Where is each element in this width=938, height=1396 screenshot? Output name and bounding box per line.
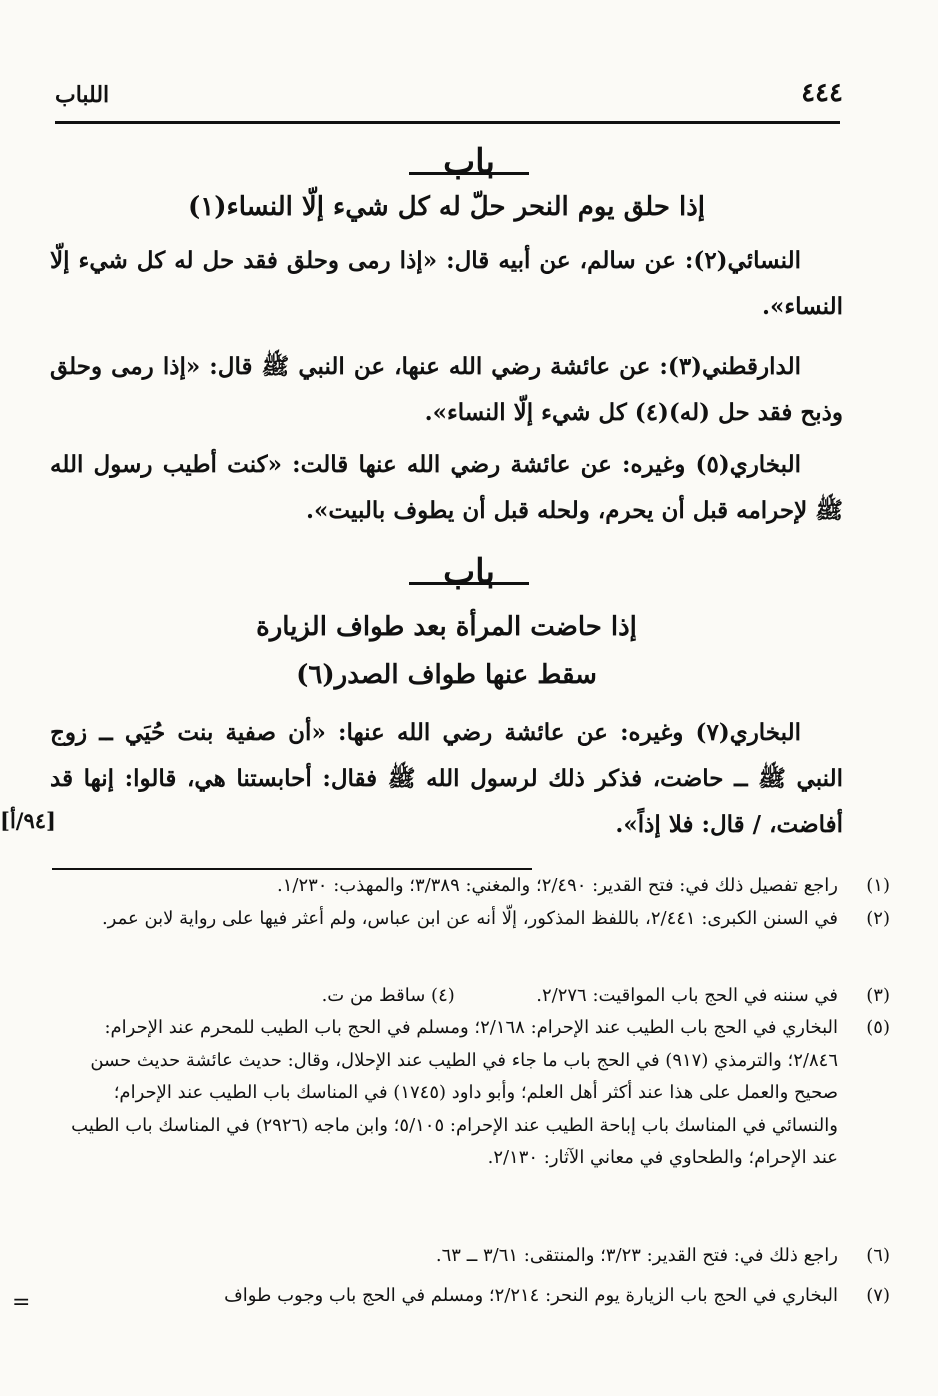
bab-word: باب [443,142,495,182]
page-header [55,78,843,118]
bab-word: باب [443,552,495,592]
footnote-2 [50,903,890,936]
manuscript-folio-note: [٩٤/أ] [0,808,56,833]
running-title: اللباب [55,82,110,108]
section-bab-2 [0,552,938,592]
paragraph-text: الدارقطني(٣): عن عائشة رضي الله عنها، عن النبي ﷺ قال: «إذا رمى وحلق وذبح فقد حل (له)(٤) كل شيء إلّا النساء». [50,353,843,426]
footnote-text: في سننه في الحج باب المواقيت: ٢/٢٧٦. [536,985,838,1006]
footnote-number: (٢) [866,908,890,929]
footnote-text: ساقط من ت. [321,985,426,1006]
footnote-number: (٣) [866,985,890,1006]
paragraph-nasai [50,238,843,330]
footnote-number: (٧) [866,1285,890,1306]
paragraph-daraqutni [50,344,843,436]
section-title-1: إذا حلق يوم النحر حلّ له كل شيء إلّا النساء(١) [187,192,706,222]
footnote-7 [50,1280,890,1313]
footnote-6 [50,1240,890,1273]
paragraph-bukhari-1 [50,442,843,534]
section-title-2-line-2: سقط عنها طواف الصدر(٦) [296,660,597,690]
header-rule [55,121,840,124]
paragraph-bukhari-2 [50,710,843,848]
footnote-text: البخاري في الحج باب الزيارة يوم النحر: ٢/٢١٤؛ ومسلم في الحج باب وجوب طواف [224,1285,838,1306]
page-number: ٤٤٤ [801,78,843,108]
section-bab-1 [0,142,938,182]
paragraph-text: البخاري(٥) وغيره: عن عائشة رضي الله عنها قالت: «كنت أطيب رسول الله ﷺ لإحرامه قبل أن يحرم، ولحله قبل أن يطوف بالبيت». [50,451,843,524]
footnote-text: راجع ذلك في: فتح القدير: ٣/٢٣؛ والمنتقى: ٣/٦١ ــ ٦٣. [435,1245,838,1266]
paragraph-text: النسائي(٢): عن سالم، عن أبيه قال: «إذا رمى وحلق فقد حل له كل شيء إلّا النساء». [50,247,843,320]
footnote-3-4 [50,980,890,1013]
footnote-number: (٥) [866,1017,890,1038]
footnote-number: (٦) [866,1245,890,1266]
footnote-text: في السنن الكبرى: ٢/٤٤١، باللفظ المذكور، إلّا أنه عن ابن عباس، ولم أعثر فيها على رواية لابن عمر. [101,908,838,929]
footnote-text: البخاري في الحج باب الطيب عند الإحرام: ٢/١٦٨؛ ومسلم في الحج باب الطيب للمحرم عند الإحرام: ٢/٨٤٦؛ والترمذي (٩١٧) في الحج باب ما جاء في الطيب عند الإحلال، وقال: حديث عائشة حديث حسن صحيح والعمل على هذا عند أكثر أهل العلم؛ وأبو داود (١٧٤٥) في المناسك باب الطيب عند الإحرام؛ والنسائي في المناسك باب إباحة الطيب عند الإحرام: ٥/١٠٥؛ وابن ماجه (٢٩٢٦) في المناسك باب الطيب عند الإحرام؛ والطحاوي في معاني الآثار: ٢/١٣٠. [71,1017,838,1168]
footnote-5 [50,1012,890,1175]
footnote-1 [50,870,890,903]
footnote-number: (٤) [431,985,455,1006]
section-title-2-line-1: إذا حاضت المرأة بعد طواف الزيارة [256,612,637,642]
footnote-text: راجع تفصيل ذلك في: فتح القدير: ٢/٤٩٠؛ والمغني: ٣/٣٨٩؛ والمهذب: ١/٢٣٠. [277,875,838,896]
footnote-number: (١) [866,875,890,896]
paragraph-text: البخاري(٧) وغيره: عن عائشة رضي الله عنها: «أن صفية بنت حُيَي ــ زوج النبي ﷺ ــ حاضت، فذكر ذلك لرسول الله ﷺ فقال: أحابستنا هي، قالوا: إنها قد أفاضت، / قال: فلا إذاً». [50,719,843,838]
continuation-mark: = [12,1290,31,1315]
